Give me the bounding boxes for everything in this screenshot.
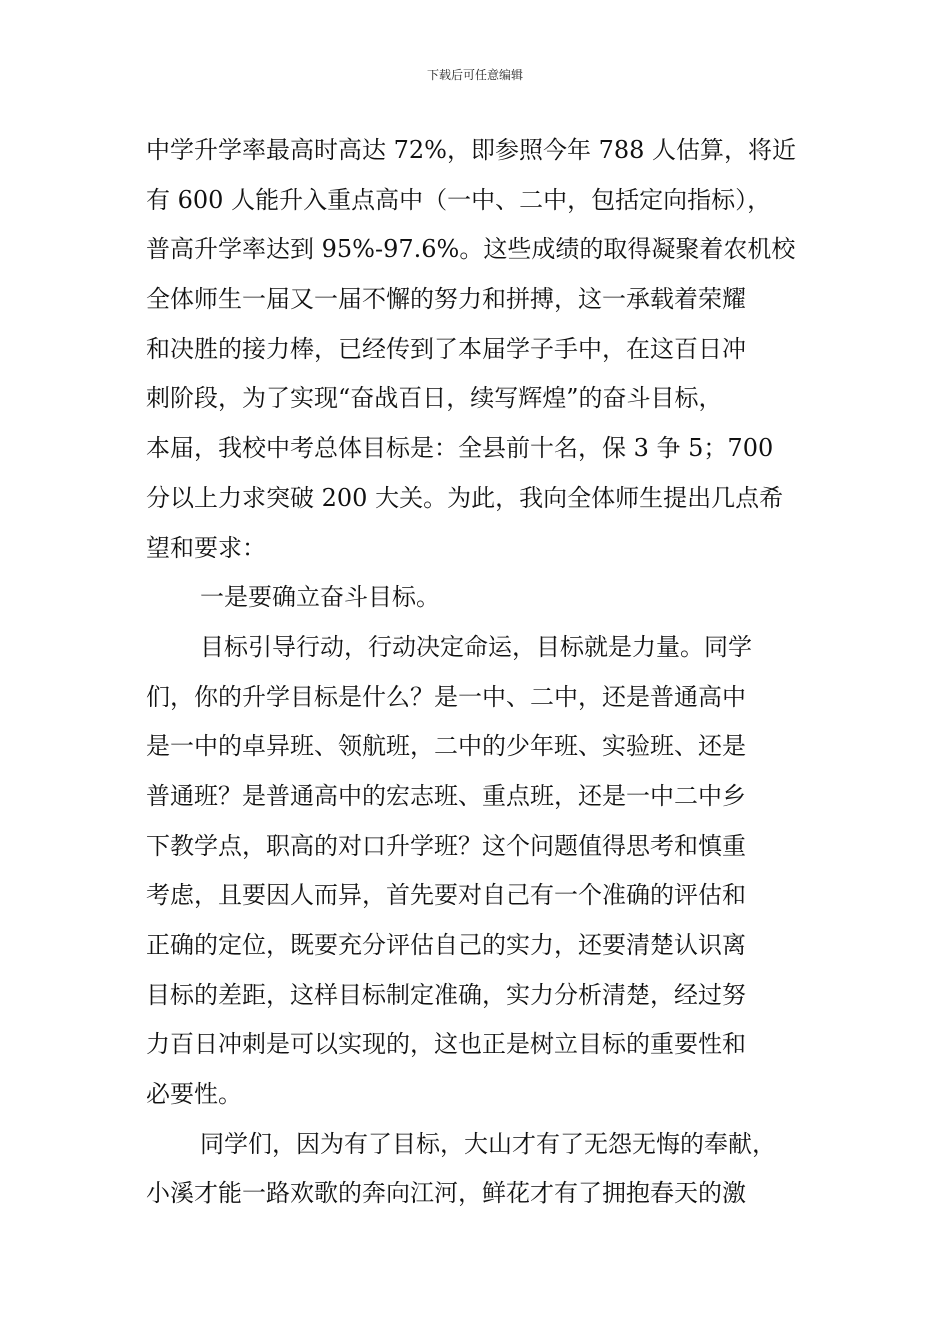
text-line: 考虑，且要因人而异，首先要对自己有一个准确的评估和 bbox=[146, 881, 746, 910]
text-line: 普通班？是普通高中的宏志班、重点班，还是一中二中乡 bbox=[146, 781, 746, 810]
text-line: 下教学点，职高的对口升学班？这个问题值得思考和慎重 bbox=[146, 831, 746, 860]
paragraph bbox=[146, 1120, 836, 1219]
text-line: 目标引导行动，行动决定命运，目标就是力量。同学 bbox=[200, 632, 752, 661]
text-line: 小溪才能一路欢歌的奔向江河，鲜花才有了拥抱春天的激 bbox=[146, 1179, 746, 1208]
text-line: 本届，我校中考总体目标是：全县前十名，保 3 争 5；700 bbox=[146, 434, 774, 463]
text-line: 刺阶段，为了实现“奋战百日，续写辉煌”的奋斗目标， bbox=[146, 384, 723, 413]
text-line: 目标的差距，这样目标制定准确，实力分析清楚，经过努 bbox=[146, 980, 746, 1009]
text-line: 有 600 人能升入重点高中（一中、二中，包括定向指标）， bbox=[146, 185, 772, 214]
text-line: 分以上力求突破 200 大关。为此，我向全体师生提出几点希 bbox=[146, 483, 784, 512]
section-heading-line: 一是要确立奋斗目标。 bbox=[200, 583, 440, 612]
document-body bbox=[146, 126, 836, 1219]
paragraph bbox=[146, 126, 836, 573]
text-line: 同学们，因为有了目标，大山才有了无怨无悔的奉献， bbox=[200, 1129, 776, 1158]
text-line: 是一中的卓异班、领航班，二中的少年班、实验班、还是 bbox=[146, 732, 746, 761]
text-line: 正确的定位，既要充分评估自己的实力，还要清楚认识离 bbox=[146, 931, 746, 959]
text-line: 和决胜的接力棒，已经传到了本届学子手中，在这百日冲 bbox=[146, 334, 746, 363]
paragraph bbox=[146, 623, 836, 1120]
text-line: 必要性。 bbox=[146, 1080, 242, 1109]
text-line: 力百日冲刺是可以实现的，这也正是树立目标的重要性和 bbox=[146, 1030, 746, 1059]
text-line: 中学升学率最高时高达 72%，即参照今年 788 人估算，将近 bbox=[146, 136, 797, 164]
text-line: 普高升学率达到 95%-97.6%。这些成绩的取得凝聚着农机校 bbox=[146, 235, 796, 264]
text-line: 望和要求： bbox=[146, 533, 266, 562]
text-line: 们，你的升学目标是什么？是一中、二中，还是普通高中 bbox=[146, 682, 746, 711]
page-header: 下载后可任意编辑 bbox=[426, 68, 523, 82]
paragraph bbox=[146, 573, 836, 623]
text-line: 全体师生一届又一届不懈的努力和拼搏，这一承载着荣耀 bbox=[146, 285, 746, 314]
